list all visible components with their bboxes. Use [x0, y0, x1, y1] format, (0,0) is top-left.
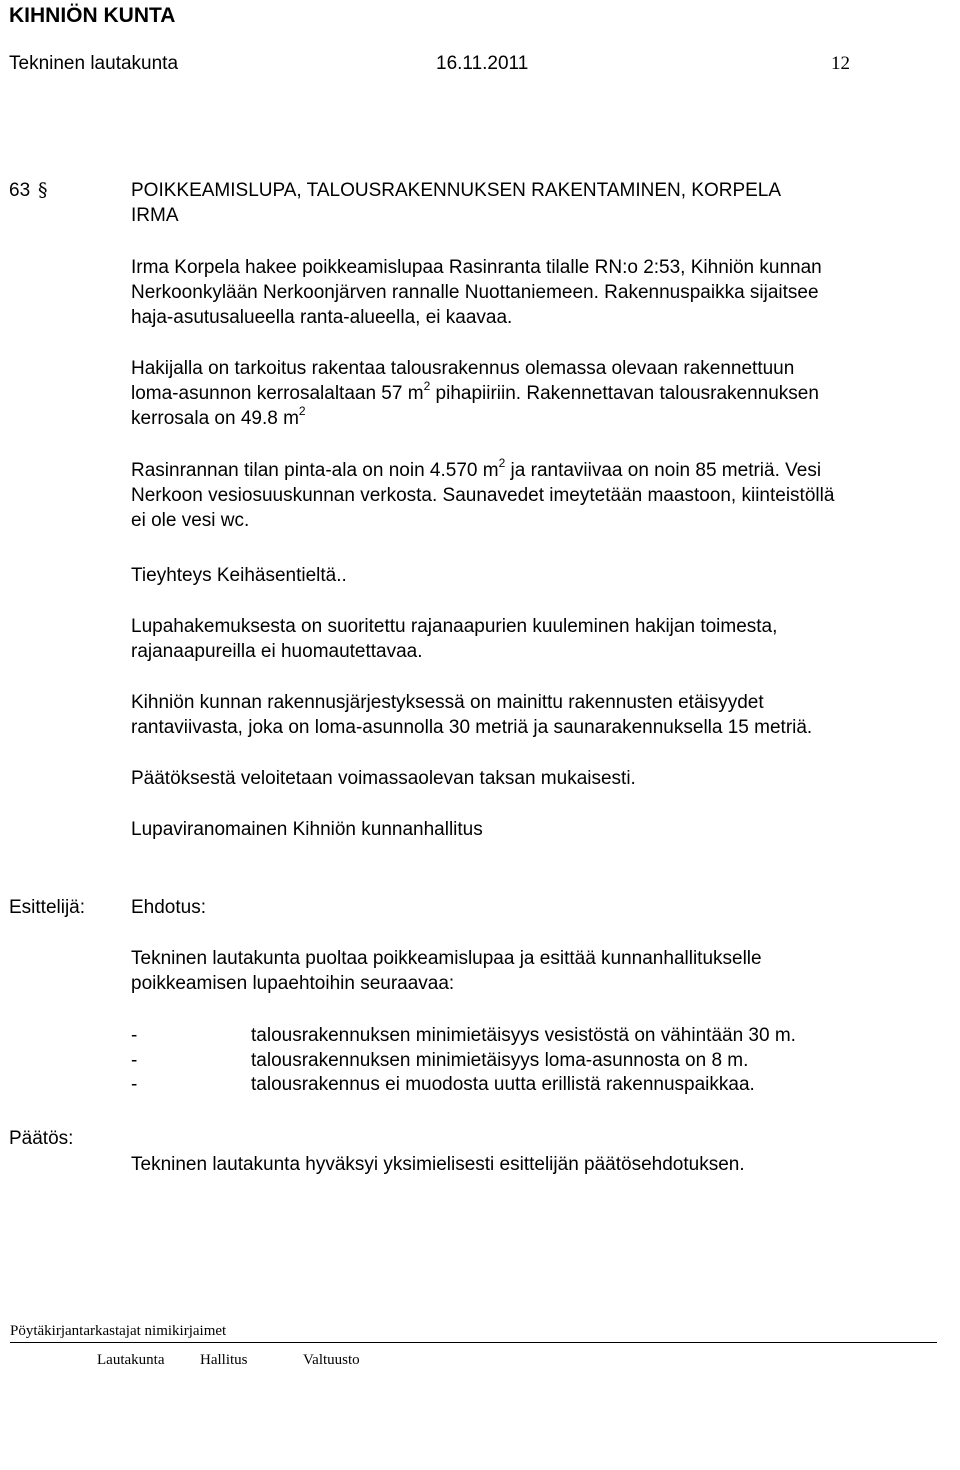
item-title — [131, 178, 960, 228]
text-line — [131, 378, 960, 406]
text-line: haja-asutusalueella ranta-alueella, ei kaavaa. — [131, 307, 513, 328]
presenter-label: Esittelijä: — [9, 897, 86, 918]
text-fragment: ja rantaviivaa on noin 85 metriä. Vesi — [505, 460, 822, 481]
condition-text: talousrakennus ei muodosta uutta erillistä rakennuspaikkaa. — [251, 1074, 755, 1095]
superscript: 2 — [498, 455, 506, 470]
item-number: 63 — [9, 180, 31, 201]
text-line: Lupaviranomainen Kihniön kunnanhallitus — [131, 819, 483, 840]
paragraph-regulations — [131, 690, 960, 740]
page-number: 12 — [831, 53, 850, 74]
text-line: Kihniön kunnan rakennusjärjestyksessä on mainittu rakennusten etäisyydet — [131, 692, 764, 713]
text-line: Lupahakemuksesta on suoritettu rajanaapurien kuuleminen hakijan toimesta, — [131, 616, 778, 637]
proposal-text — [131, 946, 960, 996]
decision-label: Päätös: — [9, 1128, 74, 1149]
text-fragment: loma-asunnon kerrosalaltaan 57 m — [131, 383, 424, 404]
list-dash: - — [131, 1049, 138, 1071]
text-line: poikkeamisen lupaehtoihin seuraavaa: — [131, 973, 455, 994]
paragraph-property — [131, 455, 960, 533]
text-line — [131, 403, 960, 431]
condition-text: talousrakennuksen minimietäisyys loma-asunnosta on 8 m. — [251, 1049, 749, 1071]
list-dash: - — [131, 1025, 138, 1046]
condition-text: talousrakennuksen minimietäisyys vesistöstä on vähintään 30 m. — [251, 1025, 796, 1046]
superscript: 2 — [298, 403, 306, 418]
paragraph-authority — [131, 817, 960, 842]
text-line: Tieyhteys Keihäsentieltä.. — [131, 565, 347, 586]
footer-column-board: Lautakunta — [97, 1352, 165, 1368]
meeting-date: 16.11.2011 — [436, 53, 529, 74]
paragraph-intent — [131, 356, 960, 431]
footer-column-government: Hallitus — [200, 1352, 248, 1368]
board-name: Tekninen lautakunta — [9, 53, 179, 74]
proposal-label: Ehdotus: — [131, 897, 206, 918]
text-line: Hakijalla on tarkoitus rakentaa talousrakennus olemassa olevaan rakennettuun — [131, 358, 795, 379]
text-fragment: kerrosala on 49.8 m — [131, 408, 299, 429]
superscript: 2 — [423, 378, 431, 393]
condition-item — [131, 1049, 796, 1074]
footer-column-council: Valtuusto — [303, 1352, 360, 1368]
text-line: Päätöksestä veloitetaan voimassaolevan taksan mukaisesti. — [131, 768, 636, 789]
text-fragment: Rasinrannan tilan pinta-ala on noin 4.570 m — [131, 460, 499, 481]
text-line: rantaviivasta, joka on loma-asunnolla 30 metriä ja saunarakennuksella 15 metriä. — [131, 717, 813, 738]
item-title-line: POIKKEAMISLUPA, TALOUSRAKENNUKSEN RAKENTAMINEN, KORPELA — [131, 180, 782, 201]
text-line: rajanaapureilla ei huomautettavaa. — [131, 641, 423, 662]
paragraph-hearing — [131, 614, 960, 664]
paragraph-application — [131, 255, 960, 330]
footer-title: Pöytäkirjantarkastajat nimikirjaimet — [10, 1323, 227, 1339]
conditions-list — [131, 1024, 796, 1098]
text-line: Nerkoonkylään Nerkoonjärven rannalle Nuottaniemeen. Rakennuspaikka sijaitsee — [131, 282, 819, 303]
decision-text: Tekninen lautakunta hyväksyi yksimielisesti esittelijän päätösehdotuksen. — [131, 1154, 745, 1175]
paragraph-road — [131, 563, 960, 588]
condition-item — [131, 1073, 796, 1098]
text-line: Tekninen lautakunta puoltaa poikkeamislupaa ja esittää kunnanhallitukselle — [131, 948, 762, 969]
list-dash: - — [131, 1074, 138, 1095]
paragraph-fee — [131, 766, 960, 791]
text-line: Irma Korpela hakee poikkeamislupaa Rasinranta tilalle RN:o 2:53, Kihniön kunnan — [131, 257, 822, 278]
text-fragment: pihapiiriin. Rakennettavan talousrakennuksen — [430, 383, 819, 404]
condition-item — [131, 1024, 796, 1049]
text-line — [131, 455, 960, 483]
text-line: ei ole vesi wc. — [131, 510, 250, 531]
section-sign: § — [38, 179, 48, 201]
item-title-line: IRMA — [131, 205, 179, 226]
footer-rule — [10, 1342, 937, 1343]
municipality-name: KIHNIÖN KUNTA — [9, 4, 176, 27]
text-line: Nerkoon vesiosuuskunnan verkosta. Saunavedet imeytetään maastoon, kiinteistöllä — [131, 485, 835, 506]
